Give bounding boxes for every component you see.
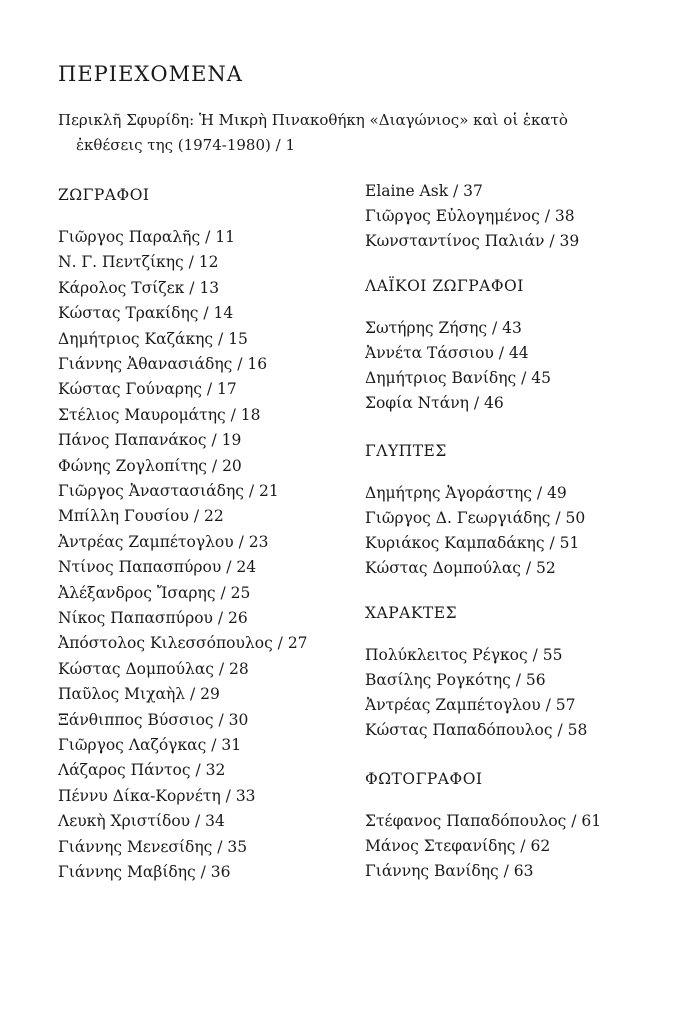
contents-entry: Στέφανος Παπαδόπουλος / 61 xyxy=(365,812,602,830)
contents-entry: Κωνσταντίνος Παλιάν / 39 xyxy=(365,232,580,250)
section-heading: ΦΩΤΟΓΡΑΦΟΙ xyxy=(365,770,483,788)
contents-entry: Γιάννης Μενεσίδης / 35 xyxy=(58,838,248,856)
contents-entry: Γιάννης Βανίδης / 63 xyxy=(365,862,534,880)
contents-entry: Δημήτριος Καζάκης / 15 xyxy=(58,330,248,348)
contents-entry: Γιάννης Μαβίδης / 36 xyxy=(58,863,231,881)
section-heading: ΓΛΥΠΤΕΣ xyxy=(365,442,447,460)
contents-entry: Ἀντρέας Ζαμπέτογλου / 23 xyxy=(58,533,269,551)
contents-entry: Elaine Ask / 37 xyxy=(365,182,483,200)
contents-entry: Γιάννης Ἀθανασιάδης / 16 xyxy=(58,355,268,373)
contents-entry: Σοφία Ντάνη / 46 xyxy=(365,394,504,412)
contents-entry: Βασίλης Ρογκότης / 56 xyxy=(365,671,546,689)
contents-entry: Πολύκλειτος Ρέγκος / 55 xyxy=(365,646,563,664)
intro-entry xyxy=(58,108,678,158)
contents-entry: Φώνης Ζογλοπίτης / 20 xyxy=(58,457,242,475)
intro-line-2: ἐκθέσεις της (1974-1980) / 1 xyxy=(76,136,295,154)
contents-entry: Πάνος Παπανάκος / 19 xyxy=(58,431,242,449)
contents-entry: Ἀντρέας Ζαμπέτογλου / 57 xyxy=(365,696,576,714)
contents-entry: Μάνος Στεφανίδης / 62 xyxy=(365,837,551,855)
contents-entry: Κώστας Δομπούλας / 28 xyxy=(58,660,249,678)
contents-entry: Ἀπόστολος Κιλεσσόπουλος / 27 xyxy=(58,634,308,652)
contents-entry: Δημήτρης Ἀγοράστης / 49 xyxy=(365,484,567,502)
contents-entry: Δημήτριος Βανίδης / 45 xyxy=(365,369,551,387)
contents-entry: Κώστας Παπαδόπουλος / 58 xyxy=(365,721,588,739)
contents-entry: Γιῶργος Εὐλογημένος / 38 xyxy=(365,207,575,225)
contents-entry: Ν. Γ. Πεντζίκης / 12 xyxy=(58,253,219,271)
contents-entry: Κάρολος Τσίζεκ / 13 xyxy=(58,279,220,297)
contents-entry: Ξάνθιππος Βύσσιος / 30 xyxy=(58,711,249,729)
page-title: ΠΕΡΙΕΧΟΜΕΝΑ xyxy=(58,62,243,86)
contents-entry: Ἀλέξανδρος Ἴσαρης / 25 xyxy=(58,584,251,602)
contents-entry: Κώστας Γούναρης / 17 xyxy=(58,380,237,398)
contents-entry: Στέλιος Μαυρομάτης / 18 xyxy=(58,406,261,424)
contents-entry: Νίκος Παπασπύρου / 26 xyxy=(58,609,248,627)
contents-entry: Κώστας Δομπούλας / 52 xyxy=(365,559,556,577)
contents-entry: Γιῶργος Ἀναστασιάδης / 21 xyxy=(58,482,279,500)
intro-line-1: Περικλῆ Σφυρίδη: Ἡ Μικρὴ Πινακοθήκη «Διαγώνιος» καὶ οἱ ἑκατὸ xyxy=(58,111,568,129)
contents-entry: Λευκὴ Χριστίδου / 34 xyxy=(58,812,225,830)
contents-entry: Λάζαρος Πάντος / 32 xyxy=(58,761,226,779)
contents-entry: Μπίλλη Γουσίου / 22 xyxy=(58,507,224,525)
contents-entry: Κυριάκος Καμπαδάκης / 51 xyxy=(365,534,580,552)
contents-entry: Ἀννέτα Τάσσιου / 44 xyxy=(365,344,529,362)
contents-entry: Σωτήρης Ζήσης / 43 xyxy=(365,319,522,337)
contents-entry: Γιῶργος Παραλῆς / 11 xyxy=(58,228,235,246)
section-heading: ΛΑΪΚΟΙ ΖΩΓΡΑΦΟΙ xyxy=(365,277,524,295)
contents-entry: Γιῶργος Λαζόγκας / 31 xyxy=(58,736,242,754)
contents-entry: Κώστας Τρακίδης / 14 xyxy=(58,304,234,322)
contents-entry: Πέννυ Δίκα-Κορνέτη / 33 xyxy=(58,787,256,805)
section-heading-painters: ΖΩΓΡΑΦΟΙ xyxy=(58,186,150,204)
contents-entry: Ντίνος Παπασπύρου / 24 xyxy=(58,558,257,576)
section-heading: ΧΑΡΑΚΤΕΣ xyxy=(365,604,458,622)
contents-entry: Γιῶργος Δ. Γεωργιάδης / 50 xyxy=(365,509,586,527)
contents-entry: Παῦλος Μιχαὴλ / 29 xyxy=(58,685,220,703)
